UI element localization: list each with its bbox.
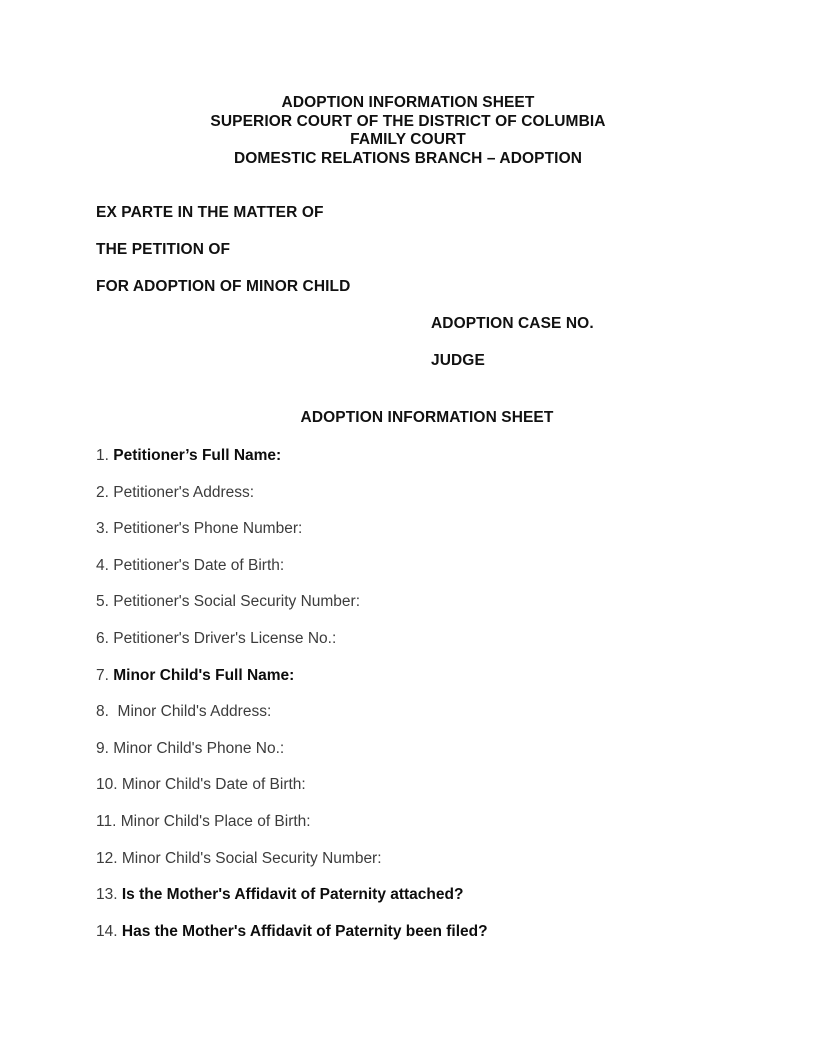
form-item-number: 7.	[96, 666, 109, 684]
form-item-number: 2.	[96, 483, 109, 501]
header-line-branch: DOMESTIC RELATIONS BRANCH – ADOPTION	[233, 150, 583, 168]
form-item-number: 8.	[96, 703, 109, 721]
form-item	[96, 703, 736, 721]
form-item	[96, 740, 736, 758]
form-item-number: 5.	[96, 593, 109, 611]
form-field-list	[96, 447, 736, 959]
form-item-label: Petitioner's Date of Birth:	[113, 556, 285, 574]
form-item-label: Petitioner's Address:	[113, 483, 255, 501]
form-item-number: 3.	[96, 520, 109, 538]
form-item-number: 6.	[96, 629, 109, 647]
judge-label: JUDGE	[431, 352, 485, 369]
form-item	[96, 630, 736, 648]
header-line-court: SUPERIOR COURT OF THE DISTRICT OF COLUMBIA	[210, 112, 606, 130]
document-header	[0, 94, 816, 169]
form-item-number: 4.	[96, 556, 109, 574]
caption-ex-parte: EX PARTE IN THE MATTER OF	[96, 204, 324, 221]
form-item-label: Is the Mother's Affidavit of Paternity attached?	[121, 886, 464, 904]
form-item-number: 9.	[96, 739, 109, 757]
form-item-label: Minor Child's Address:	[113, 703, 272, 721]
form-item-label: Minor Child's Place of Birth:	[120, 812, 311, 830]
form-item-number: 1.	[96, 447, 109, 464]
form-item	[96, 557, 736, 575]
form-item-label: Minor Child's Full Name:	[113, 666, 295, 684]
form-item-label: Petitioner’s Full Name:	[113, 447, 282, 464]
court-field-column	[431, 316, 771, 390]
form-item	[96, 667, 736, 685]
form-item-label: Minor Child's Date of Birth:	[121, 776, 306, 794]
form-item	[96, 520, 736, 538]
form-item-number: 10.	[96, 776, 118, 794]
caption-petition-of: THE PETITION OF	[96, 241, 231, 258]
form-item-number: 14.	[96, 922, 118, 940]
form-item	[96, 813, 736, 831]
form-item-label: Petitioner's Driver's License No.:	[113, 629, 337, 647]
form-item-number: 13.	[96, 886, 118, 904]
form-item-label: Petitioner's Phone Number:	[113, 520, 303, 538]
form-item	[96, 850, 736, 868]
form-item-label: Petitioner's Social Security Number:	[113, 593, 361, 611]
form-item-number: 12.	[96, 849, 118, 867]
header-line-title: ADOPTION INFORMATION SHEET	[281, 94, 535, 111]
form-item-number: 11.	[96, 812, 117, 830]
form-item	[96, 886, 736, 904]
form-item	[96, 923, 736, 941]
form-item	[96, 776, 736, 794]
section-title: ADOPTION INFORMATION SHEET	[300, 409, 554, 426]
form-item-label: Minor Child's Phone No.:	[113, 739, 285, 757]
form-item	[96, 447, 736, 465]
header-line-family: FAMILY COURT	[350, 131, 466, 149]
caption-for-adoption: FOR ADOPTION OF MINOR CHILD	[96, 278, 351, 295]
form-item	[96, 484, 736, 502]
case-caption	[96, 205, 616, 316]
adoption-case-no-label: ADOPTION CASE NO.	[431, 315, 594, 332]
form-item-label: Minor Child's Social Security Number:	[121, 849, 382, 867]
form-item	[96, 593, 736, 611]
form-item-label: Has the Mother's Affidavit of Paternity been filed?	[121, 922, 488, 940]
